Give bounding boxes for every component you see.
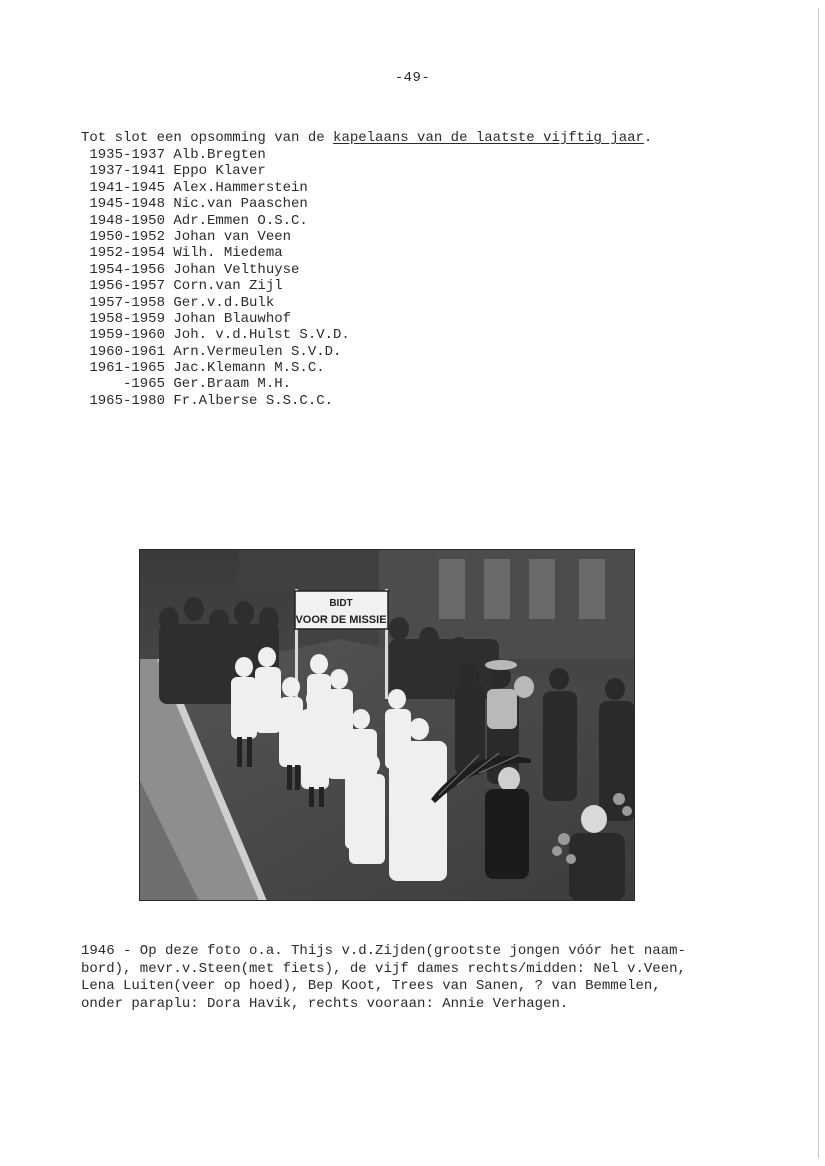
chaplain-name: Johan Velthuyse [173,261,300,278]
list-item [81,344,350,360]
chaplain-years: 1957-1958 [89,294,165,311]
chaplain-name: Ger.v.d.Bulk [173,294,275,311]
chaplain-name: Arn.Vermeulen S.V.D. [173,343,342,360]
list-item [81,393,350,409]
list-item [81,163,350,179]
chaplain-years: 1965-1980 [89,392,165,409]
list-item [81,229,350,245]
procession-photo [139,549,635,901]
chaplain-years: -1965 [122,376,165,393]
banner-line-2: VOOR DE MISSIE [295,614,387,626]
chaplain-years: 1948-1950 [89,212,165,229]
chaplain-years: 1952-1954 [89,245,165,262]
chaplain-name: Nic.van Paaschen [173,196,308,213]
chaplain-years: 1960-1961 [89,343,165,360]
list-item [81,180,350,196]
chaplain-years: 1950-1952 [89,228,165,245]
chaplain-name: Alex.Hammerstein [173,179,308,196]
chaplain-years: 1941-1945 [89,179,165,196]
list-item [81,213,350,229]
chaplain-years: 1945-1948 [89,196,165,213]
caption-line: onder paraplu: Dora Havik, rechts vooraan: Annie Verhagen. [81,995,569,1012]
list-item [81,295,350,311]
intro-underlined: kapelaans van de laatste vijftig jaar [333,130,644,146]
chaplain-name: Jac.Klemann M.S.C. [173,360,325,377]
chaplain-name: Ger.Braam M.H. [173,376,292,393]
caption-line: bord), mevr.v.Steen(met fiets), de vijf dames rechts/midden: Nel v.Veen, [81,960,686,977]
chaplain-years: 1961-1965 [89,360,165,377]
chaplain-name: Corn.van Zijl [173,278,283,295]
list-item [81,147,350,163]
photo-caption [81,943,721,1013]
chaplain-list [81,147,350,409]
chaplain-name: Wilh. Miedema [173,245,283,262]
chaplain-name: Adr.Emmen O.S.C. [173,212,308,229]
chaplain-name: Joh. v.d.Hulst S.V.D. [173,327,350,344]
intro-prefix: Tot slot een opsomming van de [81,130,334,146]
list-item [81,245,350,261]
list-item [81,278,350,294]
chaplain-name: Eppo Klaver [173,163,266,180]
list-item [81,327,350,343]
chaplain-years: 1954-1956 [89,261,165,278]
chaplain-years: 1958-1959 [89,310,165,327]
chaplain-years: 1959-1960 [89,327,165,344]
list-item [81,360,350,376]
page-edge-line [818,8,819,1158]
intro-suffix: . [643,130,653,146]
chaplain-name: Johan van Veen [173,228,292,245]
list-item [81,196,350,212]
caption-line: 1946 - Op deze foto o.a. Thijs v.d.Zijden(grootste jongen vóór het naam- [81,943,686,959]
list-item [81,262,350,278]
page-number: -49- [394,70,431,86]
caption-line: Lena Luiten(veer op hoed), Bep Koot, Trees van Sanen, ? van Bemmelen, [81,978,661,994]
chaplain-name: Alb.Bregten [173,147,266,163]
chaplain-years: 1937-1941 [89,163,165,180]
banner-line-1: BIDT [329,598,353,609]
chaplain-name: Fr.Alberse S.S.C.C. [173,392,334,409]
list-item [81,376,350,392]
procession-photo-drawing [139,549,635,901]
chaplain-name: Johan Blauwhof [173,310,292,327]
intro-line [81,130,652,146]
chaplain-years: 1935-1937 [89,147,165,163]
list-item [81,311,350,327]
chaplain-years: 1956-1957 [89,278,165,295]
